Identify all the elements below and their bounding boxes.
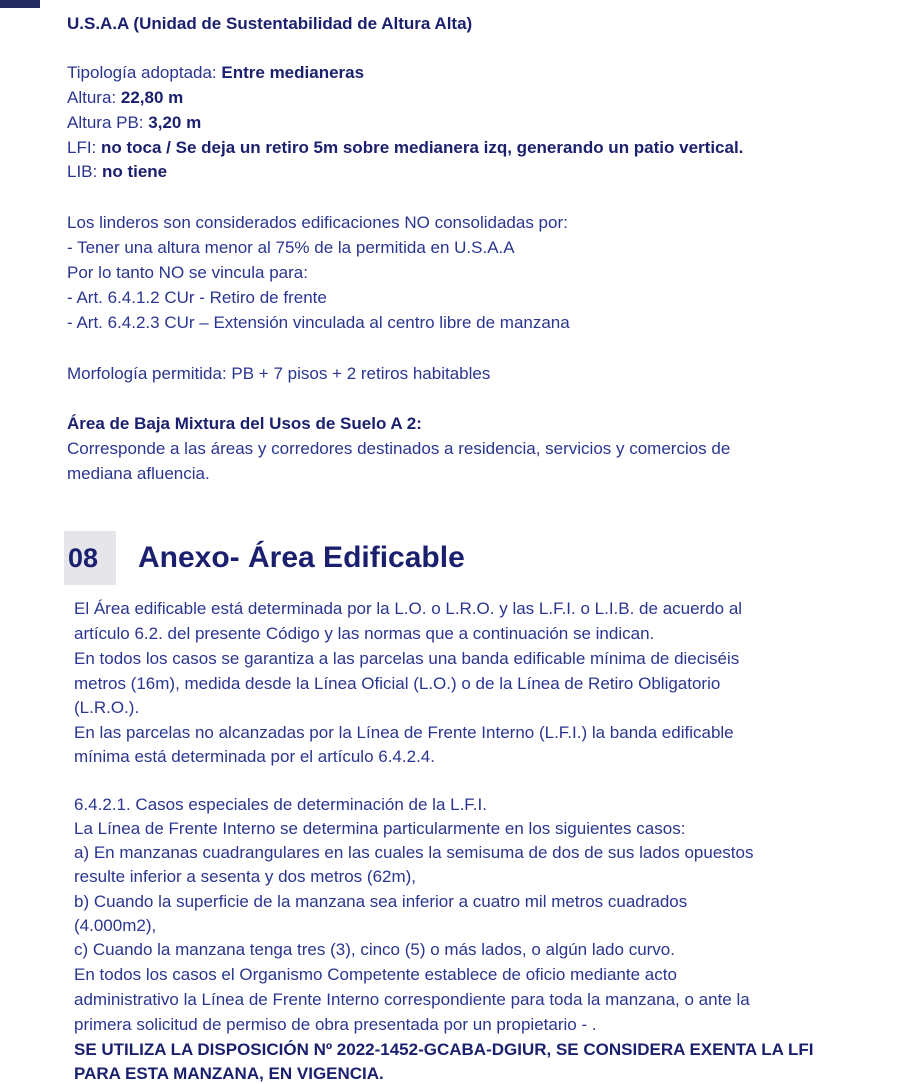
anexo-line-7: mínima está determinada por el artículo 6.4.2.4.: [74, 747, 435, 766]
altura-line: [67, 88, 183, 108]
linderos-line-4: - Art. 6.4.1.2 CUr - Retiro de frente: [67, 288, 327, 307]
anexo-line-3: En todos los casos se garantiza a las parcelas una banda edificable mínima de dieciséis: [74, 649, 740, 668]
altura-pb-label: Altura PB:: [67, 113, 149, 132]
section-title: Anexo- Área Edificable: [138, 541, 465, 574]
lib-line: [67, 162, 167, 182]
anexo-line-2: artículo 6.2. del presente Código y las normas que a continuación se indican.: [74, 624, 655, 643]
lfi-line: [67, 138, 743, 158]
casos-line-6: (4.000m2),: [74, 916, 157, 935]
anexo-line-1: El Área edificable está determinada por la L.O. o L.R.O. y las L.F.I. o L.I.B. de acuerdo al: [74, 599, 743, 618]
top-edge-bar: [0, 0, 40, 8]
altura-label: Altura:: [67, 88, 121, 107]
casos-line-8: En todos los casos el Organismo Competente establece de oficio mediante acto: [74, 965, 677, 984]
lib-value: no tiene: [101, 162, 168, 181]
casos-line-1: 6.4.2.1. Casos especiales de determinación de la L.F.I.: [74, 795, 487, 814]
tipologia-value: Entre medianeras: [221, 63, 365, 82]
casos-line-9: administrativo la Línea de Frente Interno correspondiente para toda la manzana, o ante la: [74, 990, 750, 1009]
lfi-value: no toca / Se deja un retiro 5m sobre medianera izq, generando un patio vertical.: [101, 138, 744, 157]
linderos-line-2: - Tener una altura menor al 75% de la permitida en U.S.A.A: [67, 238, 515, 257]
anexo-line-6: En las parcelas no alcanzadas por la Línea de Frente Interno (L.F.I.) la banda edificable: [74, 723, 734, 742]
anexo-line-4: metros (16m), medida desde la Línea Oficial (L.O.) o de la Línea de Retiro Obligatorio: [74, 674, 721, 693]
lib-label: LIB:: [67, 162, 102, 181]
linderos-line-1: Los linderos son considerados edificaciones NO consolidadas por:: [67, 213, 568, 232]
tipologia-line: [67, 63, 364, 83]
casos-line-10: primera solicitud de permiso de obra presentada por un propietario - .: [74, 1015, 597, 1034]
morfologia-line: Morfología permitida: PB + 7 pisos + 2 retiros habitables: [67, 364, 491, 383]
casos-line-7: c) Cuando la manzana tenga tres (3), cinco (5) o más lados, o algún lado curvo.: [74, 940, 675, 959]
tipologia-label: Tipología adoptada:: [67, 63, 222, 82]
area-baja-title: Área de Baja Mixtura del Usos de Suelo A 2:: [67, 414, 422, 433]
area-baja-line-2: mediana afluencia.: [67, 464, 210, 483]
casos-line-12: PARA ESTA MANZANA, EN VIGENCIA.: [74, 1064, 384, 1083]
linderos-line-3: Por lo tanto NO se vincula para:: [67, 263, 308, 282]
altura-value: 22,80 m: [120, 88, 184, 107]
linderos-line-5: - Art. 6.4.2.3 CUr – Extensión vinculada al centro libre de manzana: [67, 313, 570, 332]
anexo-line-5: (L.R.O.).: [74, 698, 140, 717]
section-number: 08: [64, 531, 116, 585]
area-baja-line-1: Corresponde a las áreas y corredores destinados a residencia, servicios y comercios de: [67, 439, 731, 458]
casos-line-11: SE UTILIZA LA DISPOSICIÓN Nº 2022-1452-GCABA-DGIUR, SE CONSIDERA EXENTA LA LFI: [74, 1040, 814, 1059]
altura-pb-value: 3,20 m: [148, 113, 202, 132]
casos-line-5: b) Cuando la superficie de la manzana sea inferior a cuatro mil metros cuadrados: [74, 892, 688, 911]
lfi-label: LFI:: [67, 138, 102, 157]
altura-pb-line: [67, 113, 201, 133]
casos-line-2: La Línea de Frente Interno se determina particularmente en los siguientes casos:: [74, 819, 686, 838]
usaa-title: U.S.A.A (Unidad de Sustentabilidad de Altura Alta): [67, 14, 473, 33]
casos-line-4: resulte inferior a sesenta y dos metros (62m),: [74, 867, 417, 886]
casos-line-3: a) En manzanas cuadrangulares en las cuales la semisuma de dos de sus lados opuestos: [74, 843, 754, 862]
